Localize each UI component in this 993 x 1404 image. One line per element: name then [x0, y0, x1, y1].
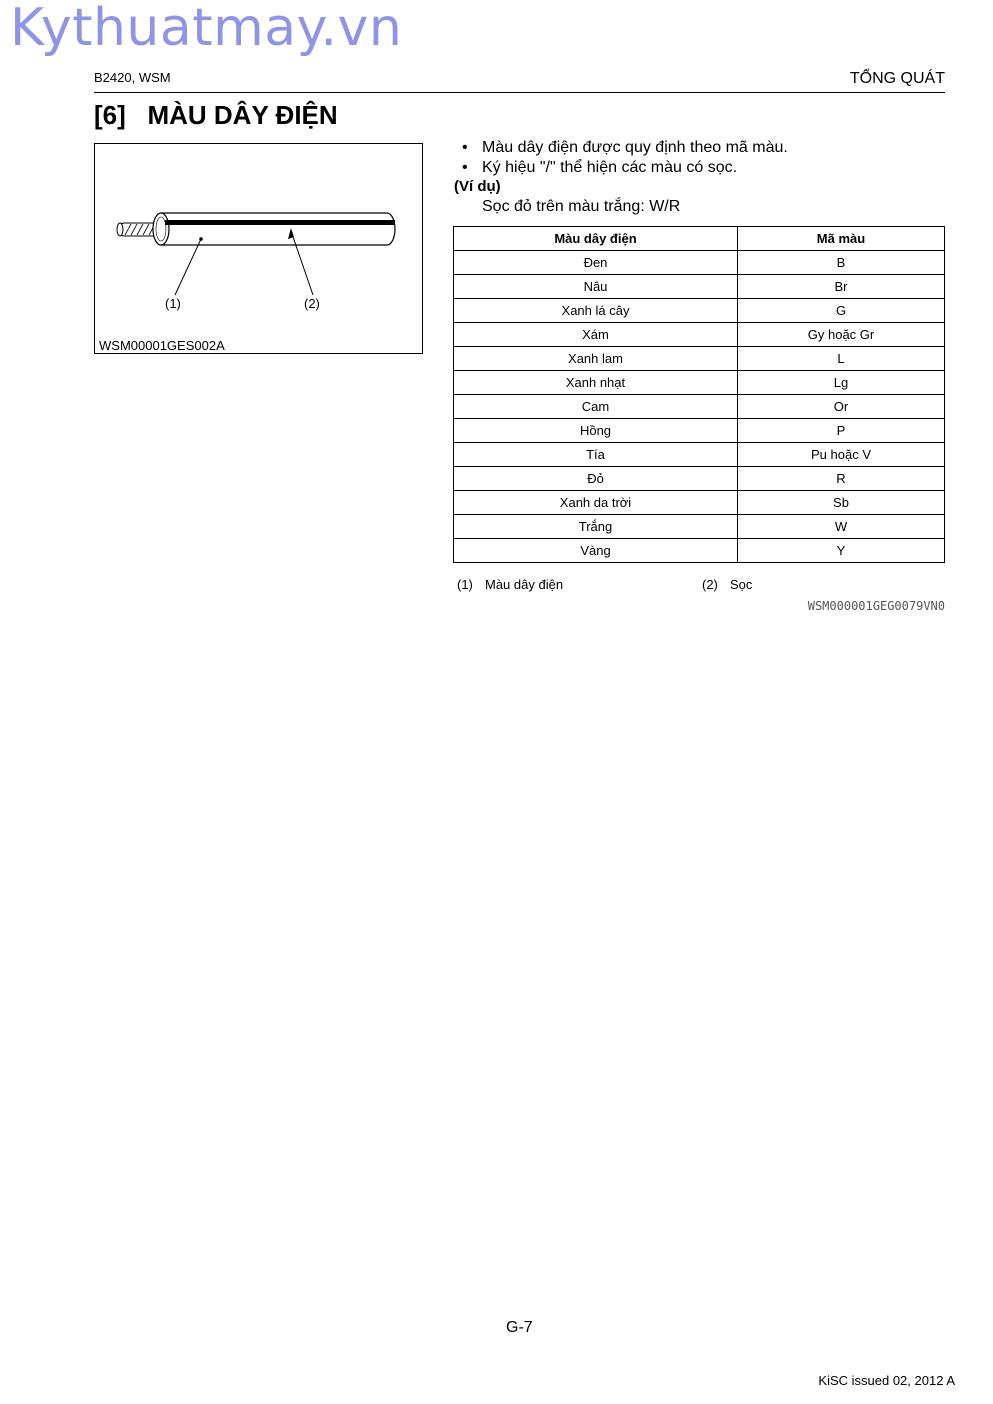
- color-code-cell: Pu hoặc V: [738, 443, 945, 467]
- table-row: [454, 467, 945, 491]
- wire-color-cell: Xanh lá cây: [454, 299, 738, 323]
- table-row: [454, 251, 945, 275]
- header-divider: [94, 92, 945, 93]
- section-title: MÀU DÂY ĐIỆN: [147, 100, 338, 130]
- callout-2-label: (2): [304, 296, 320, 311]
- bullet-dot: •: [462, 159, 468, 176]
- wire-color-cell: Vàng: [454, 539, 738, 563]
- bullet-text: Màu dây điện được quy định theo mã màu.: [482, 139, 788, 156]
- callout-1-leader: [175, 239, 201, 295]
- color-code-cell: L: [738, 347, 945, 371]
- color-code-cell: P: [738, 419, 945, 443]
- color-code-cell: G: [738, 299, 945, 323]
- wire-color-cell: Đen: [454, 251, 738, 275]
- color-code-cell: Y: [738, 539, 945, 563]
- table-row: [454, 419, 945, 443]
- header-color-code: Mã màu: [738, 227, 945, 251]
- wire-figure: [94, 143, 423, 354]
- table-row: [454, 347, 945, 371]
- bullet-list: [462, 138, 788, 178]
- wire-color-cell: Xanh nhạt: [454, 371, 738, 395]
- table-row: [454, 371, 945, 395]
- figure-code: WSM00001GES002A: [99, 338, 225, 353]
- example-label: (Ví dụ): [454, 178, 501, 195]
- legend-item-2: [702, 577, 752, 592]
- table-row: [454, 443, 945, 467]
- page-title: [94, 100, 338, 131]
- header-model: B2420, WSM: [94, 70, 171, 85]
- wire-color-cell: Tía: [454, 443, 738, 467]
- table-row: [454, 299, 945, 323]
- table-row: [454, 491, 945, 515]
- color-code-cell: Br: [738, 275, 945, 299]
- watermark-logo: Kythuatmay.vn: [10, 0, 403, 58]
- bullet-item: [462, 138, 788, 158]
- color-code-cell: W: [738, 515, 945, 539]
- color-code-cell: Gy hoặc Gr: [738, 323, 945, 347]
- wire-color-cell: Nâu: [454, 275, 738, 299]
- document-code: WSM000001GEG0079VN0: [807, 599, 945, 613]
- color-code-cell: Or: [738, 395, 945, 419]
- wire-color-cell: Đỏ: [454, 467, 738, 491]
- header-section: TỔNG QUÁT: [849, 70, 945, 87]
- table-header-row: [454, 227, 945, 251]
- page-number: G-7: [506, 1319, 533, 1336]
- legend-item-1: [457, 577, 563, 592]
- header-wire-color: Màu dây điện: [454, 227, 738, 251]
- wire-color-cell: Xanh lam: [454, 347, 738, 371]
- callout-1-label: (1): [165, 296, 181, 311]
- wire-color-cell: Cam: [454, 395, 738, 419]
- wire-stripe: [165, 220, 395, 225]
- wire-color-cell: Hồng: [454, 419, 738, 443]
- example-text: Sọc đỏ trên màu trắng: W/R: [482, 198, 681, 215]
- section-number: [6]: [94, 100, 126, 130]
- legend-number: (1): [457, 577, 473, 592]
- bullet-dot: •: [462, 139, 468, 156]
- table-row: [454, 395, 945, 419]
- wire-color-cell: Xanh da trời: [454, 491, 738, 515]
- table-row: [454, 515, 945, 539]
- color-code-cell: R: [738, 467, 945, 491]
- color-code-cell: Lg: [738, 371, 945, 395]
- wire-insulation: [153, 213, 395, 245]
- wire-color-cell: Trắng: [454, 515, 738, 539]
- wire-color-cell: Xám: [454, 323, 738, 347]
- table-row: [454, 539, 945, 563]
- color-code-cell: Sb: [738, 491, 945, 515]
- color-code-table: [453, 226, 945, 563]
- bullet-text: Ký hiệu "/" thể hiện các màu có sọc.: [482, 159, 738, 176]
- legend-label: Sọc: [730, 577, 753, 592]
- legend-label: Màu dây điện: [485, 577, 564, 592]
- issue-info: KiSC issued 02, 2012 A: [818, 1373, 955, 1388]
- bullet-item: [462, 158, 788, 178]
- legend-number: (2): [702, 577, 718, 592]
- table-row: [454, 323, 945, 347]
- wire-illustration: [95, 144, 424, 355]
- table-row: [454, 275, 945, 299]
- color-code-cell: B: [738, 251, 945, 275]
